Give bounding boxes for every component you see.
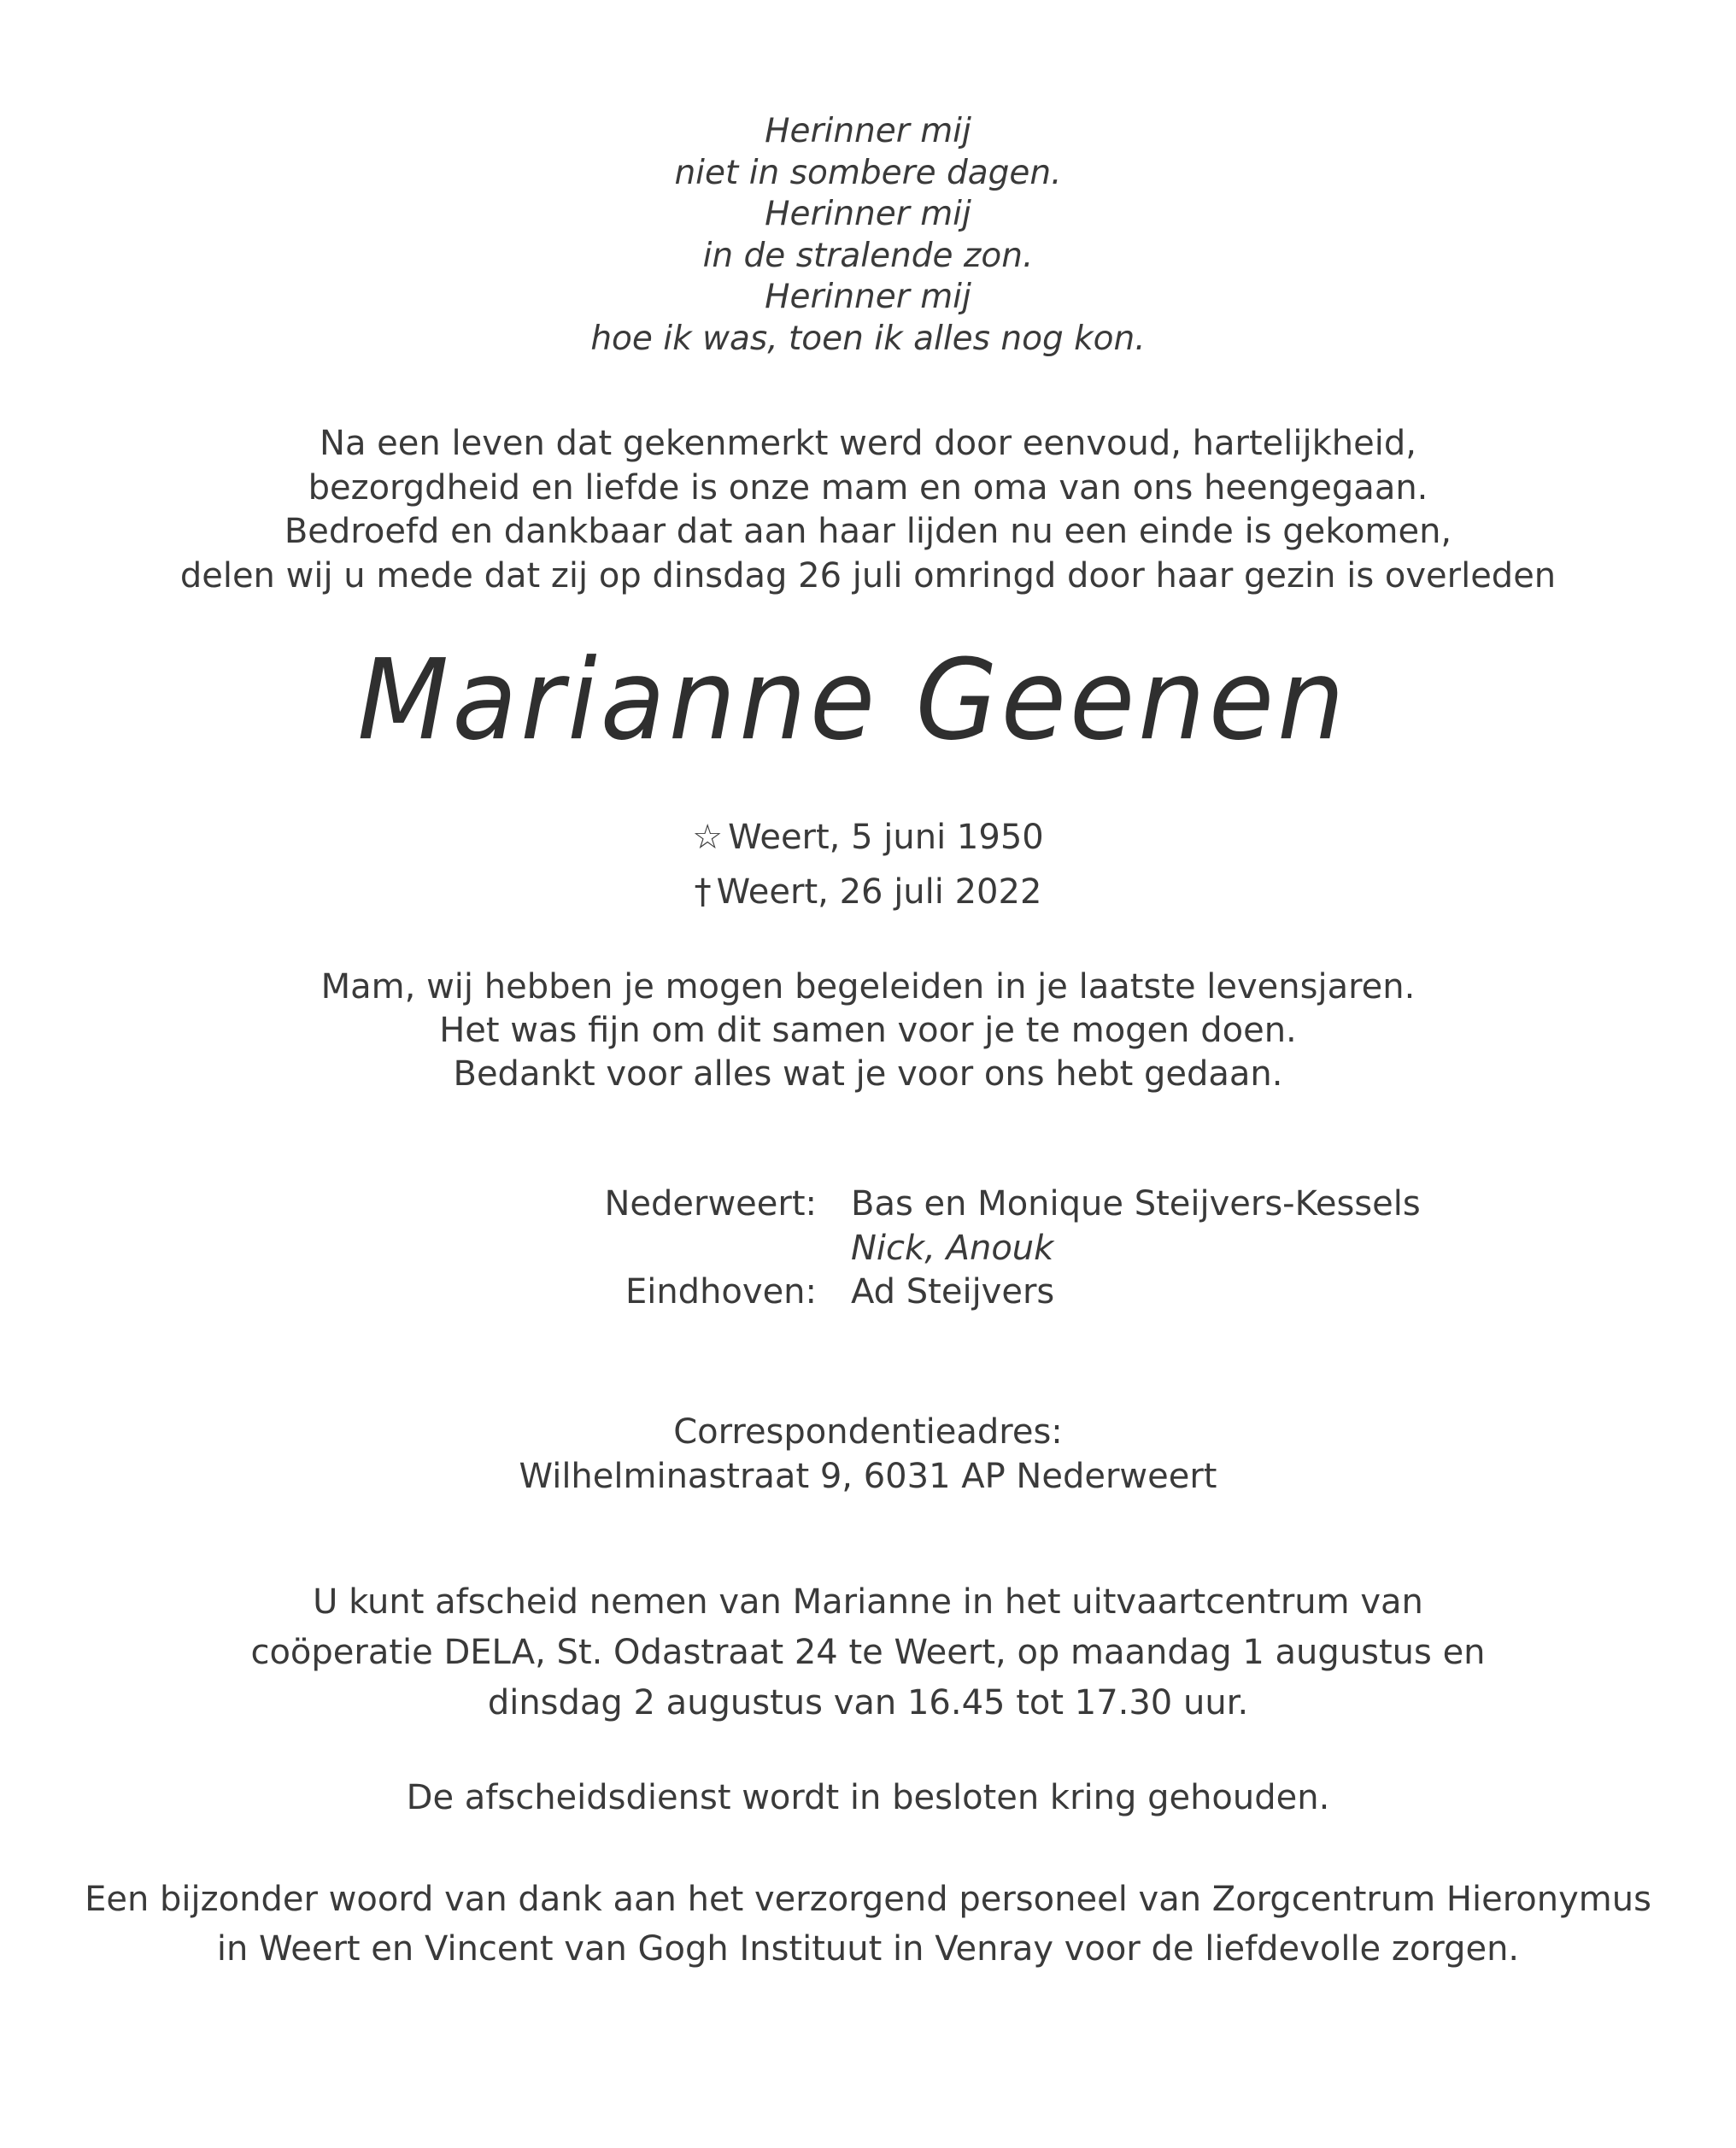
family-names: Bas en Monique Steijvers-Kessels (851, 1184, 1421, 1224)
life-dates (0, 810, 1736, 919)
death-line (0, 865, 1736, 919)
family-names: Ad Steijvers (851, 1272, 1055, 1312)
poem (0, 111, 1736, 360)
farewell-line: coöperatie DELA, St. Odastraat 24 te Weert, op maandag 1 augustus en (250, 1633, 1486, 1672)
deceased-name: Marianne Geenen (357, 636, 1348, 766)
poem-line: in de stralende zon. (702, 236, 1034, 275)
thanks-line: Een bijzonder woord van dank aan het verzorgend personeel van Zorgcentrum Hieronymus (85, 1880, 1651, 1919)
poem-line: Herinner mij (765, 112, 971, 150)
family-list (0, 1183, 1736, 1315)
thanks-note (0, 1875, 1736, 1974)
farewell-info (0, 1577, 1736, 1728)
intro-text (0, 422, 1736, 598)
intro-line: bezorgdheid en liefde is onze mam en oma van ons heengegaan. (308, 467, 1428, 508)
message-line: Mam, wij hebben je mogen begeleiden in je laatste levensjaren. (320, 967, 1416, 1007)
message-line: Het was fijn om dit samen voor je te mogen doen. (439, 1011, 1297, 1050)
birth-line (0, 810, 1736, 865)
family-names: Nick, Anouk (851, 1228, 1054, 1268)
intro-line: Na een leven dat gekenmerkt werd door eenvoud, hartelijkheid, (320, 424, 1416, 463)
poem-line: Herinner mij (765, 278, 971, 316)
correspondence-street: Wilhelminastraat 9, 6031 AP Nederweert (519, 1457, 1217, 1496)
family-row (0, 1183, 1736, 1227)
poem-line: Herinner mij (765, 195, 971, 233)
cross-icon: † (694, 872, 712, 912)
farewell-line: U kunt afscheid nemen van Marianne in het uitvaartcentrum van (313, 1582, 1423, 1622)
farewell-line: dinsdag 2 augustus van 16.45 tot 17.30 uur. (487, 1683, 1249, 1723)
family-place: Nederweert: (604, 1184, 817, 1224)
family-row (0, 1271, 1736, 1315)
intro-line: delen wij u mede dat zij op dinsdag 26 juli omringd door haar gezin is overleden (179, 555, 1557, 596)
personal-message (0, 965, 1736, 1096)
poem-line: hoe ik was, toen ik alles nog kon. (590, 319, 1146, 358)
service-note: De afscheidsdienst wordt in besloten kring gehouden. (406, 1778, 1330, 1817)
family-row (0, 1227, 1736, 1271)
death-date: Weert, 26 juli 2022 (716, 872, 1042, 912)
thanks-line: in Weert en Vincent van Gogh Instituut in Venray voor de liefdevolle zorgen. (216, 1929, 1520, 1969)
correspondence-label: Correspondentieadres: (673, 1412, 1063, 1452)
family-place: Eindhoven: (625, 1272, 817, 1312)
birth-date: Weert, 5 juni 1950 (728, 818, 1044, 857)
correspondence-address (0, 1410, 1736, 1499)
poem-line: niet in sombere dagen. (674, 153, 1062, 192)
intro-line: Bedroefd en dankbaar dat aan haar lijden nu een einde is gekomen, (284, 512, 1452, 551)
star-icon: ☆ (692, 818, 724, 857)
message-line: Bedankt voor alles wat je voor ons hebt gedaan. (453, 1054, 1283, 1094)
